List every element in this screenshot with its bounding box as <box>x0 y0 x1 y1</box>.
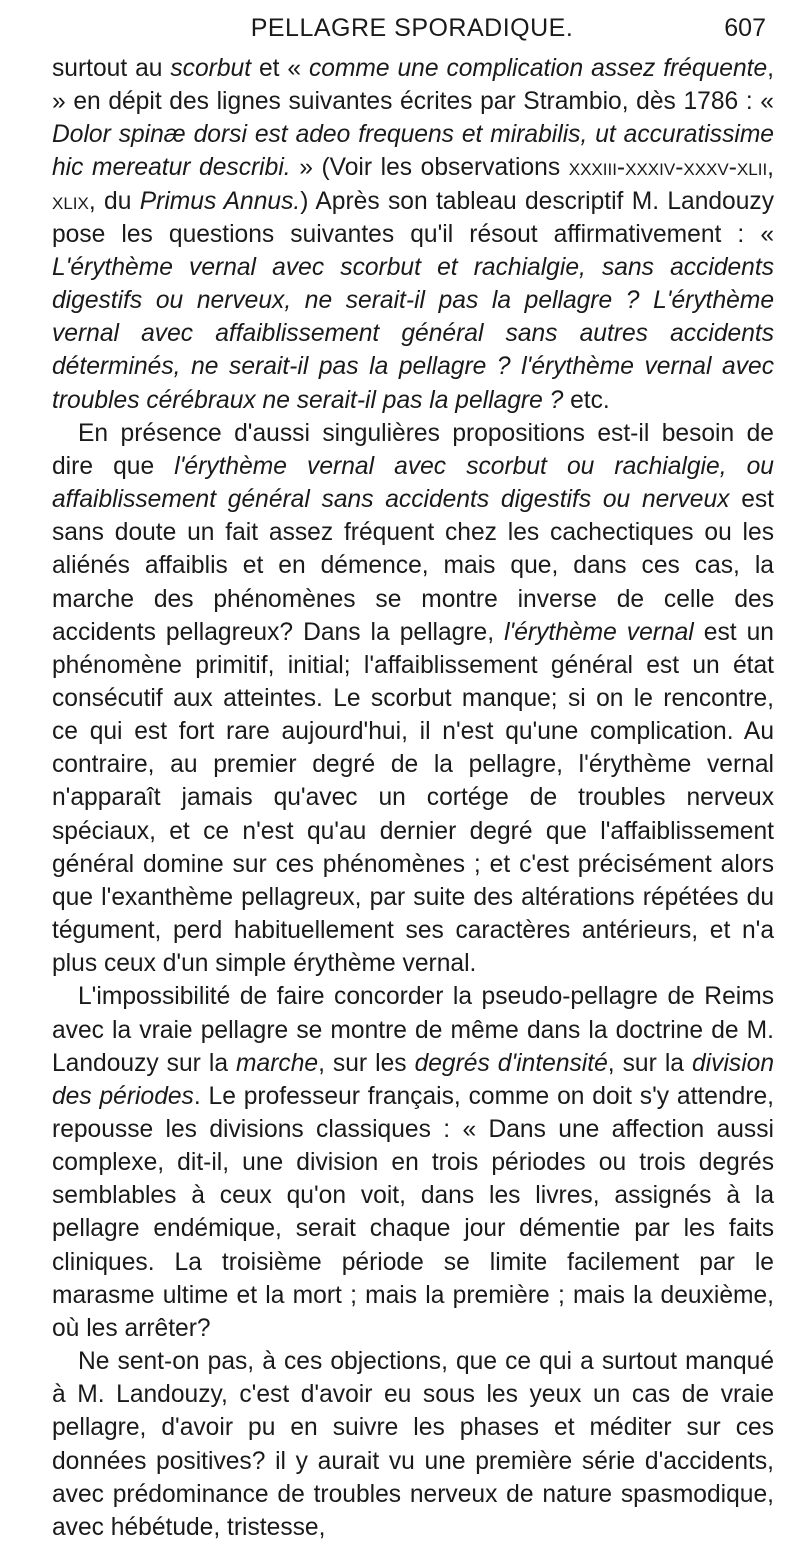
text-segment: . Le professeur français, comme on doit s'y attendre, repousse les divisions classiques : « Dans une affection aussi complexe, dit-il, une division en trois périodes ou trois degrés semblables à ceux qu'on voit, dans les livres, assignés à la pellagre endémique, serait chaque jour démentie par les faits cliniques. La troisième période se limite facilement par le marasme ultime et la mort ; mais la première ; mais la deuxième, où les arrêter? <box>52 1082 775 1342</box>
text-segment: marche <box>236 1049 319 1077</box>
text-segment: surtout au <box>52 55 171 82</box>
running-title: PELLAGRE SPORADIQUE. <box>250 14 574 42</box>
text-segment: , du <box>88 187 140 215</box>
body-text <box>52 52 774 1544</box>
text-segment: est sans doute un fait assez fréquent chez les cachectiques ou les aliénés affaiblis et en démence, mais que, dans ces cas, la marche des phénomènes se montre inverse de celle des accidents pellagreux? Dans la pellagre, <box>52 486 775 646</box>
page-number: 607 <box>724 14 766 42</box>
text-segment: comme une complication assez fréquente <box>308 55 768 82</box>
paragraph-3 <box>52 980 774 1345</box>
paragraph-2 <box>52 417 774 981</box>
text-segment: , sur les <box>318 1049 415 1077</box>
text-segment: Primus Annus. <box>139 187 301 215</box>
text-segment: xlix <box>52 187 89 215</box>
text-segment: » (Voir les observations <box>290 154 569 182</box>
text-segment: En présence d'aussi singulières propositions est-il besoin de dire que <box>52 419 774 480</box>
paragraph-4 <box>52 1345 774 1544</box>
text-segment: L'impossibilité de faire concorder la pseudo-pellagre de Reims avec la vraie pellagre se montre de même dans la doctrine de M. Landouzy sur la <box>52 983 774 1077</box>
running-header <box>52 14 772 48</box>
text-segment: ) Après son tableau descriptif M. Landouzy pose les questions suivantes qu'il résout affirmativement : « <box>52 187 775 248</box>
text-segment: , sur la <box>607 1049 692 1077</box>
text-segment: et « <box>251 55 309 82</box>
text-segment: est un phénomène primitif, initial; l'affaiblissement général est un état consécutif aux atteintes. Le scorbut manque; si on le rencontre, ce qui est fort rare aujourd'hui, il n'est qu'une complication. Au contraire, au premier degré de la pellagre, l'érythème vernal n'apparaît jamais qu'avec un cortége de troubles nerveux spéciaux, et ce n'est qu'au dernier degré que l'affaiblissement général domine sur ces phénomènes ; et c'est précisément alors que l'exanthème pellagreux, par suite des altérations répétées du tégument, perd habituellement ses caractères antérieurs, et n'a plus ceux d'un simple érythème vernal. <box>52 618 774 978</box>
text-segment: scorbut <box>170 55 252 82</box>
text-segment: degrés d'intensité <box>414 1049 608 1077</box>
text-segment: etc. <box>563 386 610 414</box>
text-segment: l'érythème vernal avec scorbut ou rachialgie, ou affaiblissement général sans accidents digestifs ou nerveux <box>52 452 774 514</box>
text-segment: l'érythème vernal <box>504 618 694 646</box>
text-segment: , <box>767 154 775 182</box>
text-segment: Ne sent-on pas, à ces objections, que ce qui a surtout manqué à M. Landouzy, c'est d'avoir eu sous les yeux un cas de vraie pellagre, d'avoir pu en suivre les phases et méditer sur ces données positives? il y aurait vu une première série d'accidents, avec prédominance de troubles nerveux de nature spasmodique, avec hébétude, tristesse, <box>52 1348 774 1541</box>
text-segment: Dolor spinæ dorsi est adeo frequens et mirabilis, ut accuratissime hic mereatur describi. <box>52 121 774 182</box>
text-segment: L'érythème vernal avec scorbut et rachialgie, sans accidents digestifs ou nerveux, ne serait-il pas la pellagre ? L'érythème vernal avec affaiblissement général sans autres accidents déterminés, ne serait-il pas la pellagre ? l'érythème vernal avec troubles cérébraux ne serait-il pas la pellagre ? <box>52 253 774 414</box>
paragraph-1 <box>52 52 774 417</box>
text-segment: division des périodes <box>52 1049 775 1110</box>
text-segment: xxxiii-xxxiv-xxxv-xlii <box>568 154 768 182</box>
text-segment: , » en dépit des lignes suivantes écrites par Strambio, dès 1786 : « <box>52 55 774 116</box>
